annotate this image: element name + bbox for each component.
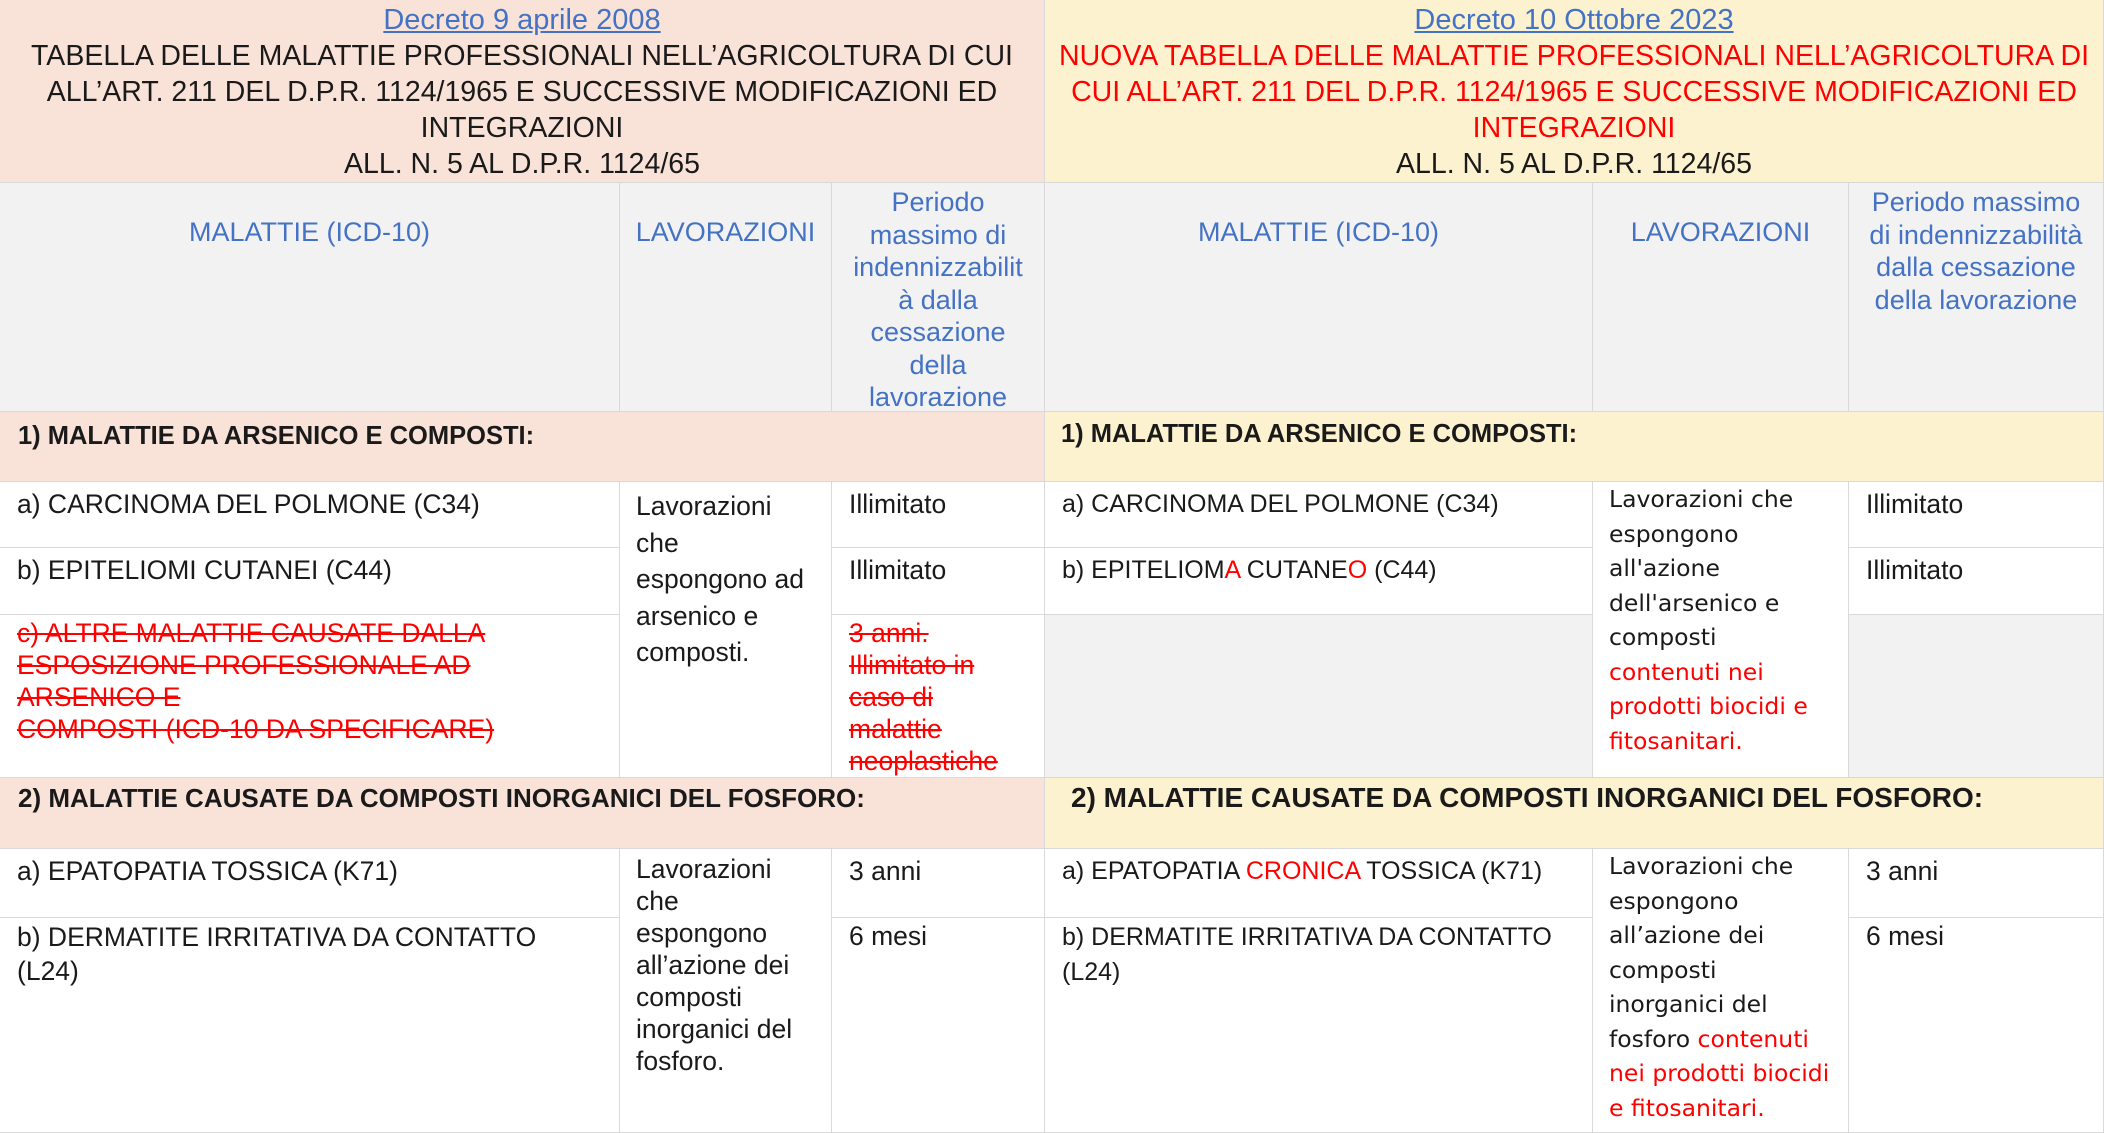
old-s1-row-a-period: Illimitato <box>832 482 1045 548</box>
new-s1-work: Lavorazioni che espongono all'azione dell'arsenico e composti contenuti nei prodotti biocidi e fitosanitari. <box>1593 482 1849 778</box>
old-decree-header <box>0 0 1045 183</box>
old-s1-row-b-period: Illimitato <box>832 548 1045 615</box>
old-s1-row-c-period: 3 anni. Illimitato in caso di malattie neoplastiche <box>832 615 1045 778</box>
new-s1-empty-period <box>1849 615 2104 778</box>
new-annex-label: ALL. N. 5 AL D.P.R. 1124/65 <box>1396 148 1752 180</box>
new-s2-work: Lavorazioni che espongono all’azione dei composti inorganici del fosforo contenuti nei prodotti biocidi e fitosanitari. <box>1593 849 1849 1133</box>
new-table-title: NUOVA TABELLA DELLE MALATTIE PROFESSIONALI NELL’AGRICOLTURA DI CUI ALL’ART. 211 DEL D.P.R. 1124/1965 E SUCCESSIVE MODIFICAZIONI ED INTEGRAZIONI <box>1058 40 2090 144</box>
old-col-work-header: LAVORAZIONI <box>620 183 832 412</box>
new-s1-row-b-period: Illimitato <box>1849 548 2104 615</box>
old-s1-row-b-disease: b) EPITELIOMI CUTANEI (C44) <box>0 548 620 615</box>
new-col-work-header: LAVORAZIONI <box>1593 183 1849 412</box>
old-col-period-header: Periodo massimo di indennizzabilit à dalla cessazione della lavorazione <box>832 183 1045 412</box>
new-s2-row-a-period: 3 anni <box>1849 849 2104 918</box>
old-col-disease-header: MALATTIE (ICD-10) <box>0 183 620 412</box>
old-section-2-title: 2) MALATTIE CAUSATE DA COMPOSTI INORGANICI DEL FOSFORO: <box>0 778 1045 849</box>
new-section-2-title: 2) MALATTIE CAUSATE DA COMPOSTI INORGANICI DEL FOSFORO: <box>1045 778 2104 849</box>
old-s2-row-a-period: 3 anni <box>832 849 1045 918</box>
new-s2-row-b-disease: b) DERMATITE IRRITATIVA DA CONTATTO (L24) <box>1045 918 1593 1133</box>
new-s1-row-a-disease: a) CARCINOMA DEL POLMONE (C34) <box>1045 482 1593 548</box>
new-s1-row-b-disease: b) EPITELIOMA CUTANEO (C44) <box>1045 548 1593 615</box>
old-table-title: TABELLA DELLE MALATTIE PROFESSIONALI NELL’AGRICOLTURA DI CUI ALL’ART. 211 DEL D.P.R. 1124/1965 E SUCCESSIVE MODIFICAZIONI ED INTEGRAZIONI <box>31 40 1013 144</box>
old-s1-row-a-disease: a) CARCINOMA DEL POLMONE (C34) <box>0 482 620 548</box>
new-s1-row-a-period: Illimitato <box>1849 482 2104 548</box>
new-col-period-header: Periodo massimo di indennizzabilità dalla cessazione della lavorazione <box>1849 183 2104 412</box>
new-s2-row-a-disease: a) EPATOPATIA CRONICA TOSSICA (K71) <box>1045 849 1593 918</box>
old-s1-work: Lavorazioni che espongono ad arsenico e composti. <box>620 482 832 778</box>
new-s2-row-b-period: 6 mesi <box>1849 918 2104 1133</box>
old-s2-row-b-period: 6 mesi <box>832 918 1045 1133</box>
old-s2-row-b-disease: b) DERMATITE IRRITATIVA DA CONTATTO (L24) <box>0 918 620 1133</box>
new-decree-header <box>1045 0 2104 183</box>
old-s2-work: Lavorazioni che espongono all’azione dei composti inorganici del fosforo. <box>620 849 832 1133</box>
old-section-1-title: 1) MALATTIE DA ARSENICO E COMPOSTI: <box>0 412 1045 482</box>
new-s1-empty-disease <box>1045 615 1593 778</box>
new-section-1-title: 1) MALATTIE DA ARSENICO E COMPOSTI: <box>1045 412 2104 482</box>
old-s1-row-c-disease: c) ALTRE MALATTIE CAUSATE DALLA ESPOSIZIONE PROFESSIONALE AD ARSENICO E COMPOSTI (ICD-10 DA SPECIFICARE) <box>0 615 620 778</box>
new-decree-link[interactable]: Decreto 10 Ottobre 2023 <box>1414 4 1734 36</box>
old-decree-link[interactable]: Decreto 9 aprile 2008 <box>383 4 661 36</box>
old-s2-row-a-disease: a) EPATOPATIA TOSSICA (K71) <box>0 849 620 918</box>
old-annex-label: ALL. N. 5 AL D.P.R. 1124/65 <box>344 148 700 180</box>
new-col-disease-header: MALATTIE (ICD-10) <box>1045 183 1593 412</box>
